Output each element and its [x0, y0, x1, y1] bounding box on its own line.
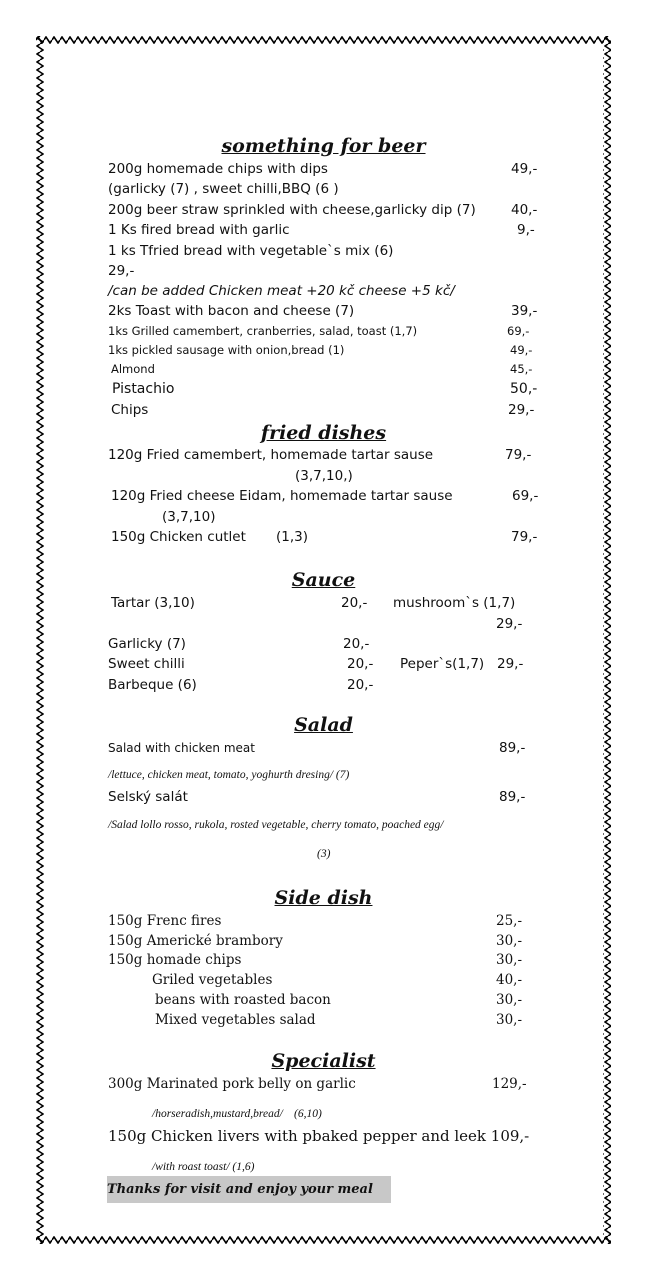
price: 29,-	[496, 616, 523, 632]
menu-item: 2ks Toast with bacon and cheese (7)	[108, 303, 355, 319]
section-title-beer: something for beer	[221, 135, 426, 157]
sauce-item: mushroom`s (1,7)	[393, 595, 516, 611]
menu-item: 120g Fried camembert, homemade tartar sause	[108, 447, 434, 463]
price: 9,-	[517, 222, 535, 238]
sauce-item: Sweet chilli	[108, 656, 185, 672]
menu-item: 150g Chicken livers with pbaked pepper and leek 109,-	[108, 1127, 530, 1145]
menu-item: 150g Frenc fires	[108, 913, 222, 929]
section-title-special: Specialist	[271, 1050, 376, 1072]
allergens: (3,7,10)	[162, 509, 216, 525]
sauce-item: Peper`s(1,7)	[400, 656, 485, 672]
price: 69,-	[512, 488, 539, 504]
menu-note: /Salad lollo rosso, rukola, rosted vegetable, cherry tomato, poached egg/	[108, 819, 444, 831]
menu-note: /lettuce, chicken meat, tomato, yoghurth dresing/ (7)	[108, 769, 350, 781]
price: 39,-	[511, 303, 538, 319]
menu-item: beans with roasted bacon	[155, 992, 331, 1008]
menu-item: (garlicky (7) , sweet chilli,BBQ (6 )	[108, 181, 339, 197]
price: 40,-	[511, 202, 538, 218]
sauce-item: Garlicky (7)	[108, 636, 186, 652]
sauce-item: Barbeque (6)	[108, 677, 197, 693]
price: 89,-	[499, 789, 526, 805]
menu-item: Griled vegetables	[152, 972, 273, 988]
price: 129,-	[492, 1076, 527, 1092]
menu-note: /with roast toast/ (1,6)	[152, 1161, 255, 1173]
menu-item: 300g Marinated pork belly on garlic	[108, 1076, 356, 1092]
section-title-sauce: Sauce	[291, 569, 356, 591]
menu-item: Salad with chicken meat	[108, 741, 255, 755]
price: 30,-	[496, 992, 523, 1008]
price: 49,-	[511, 161, 538, 177]
menu-item: 29,-	[108, 263, 135, 279]
sauce-item: Tartar (3,10)	[111, 595, 195, 611]
price: 49,-	[510, 343, 533, 357]
price: 79,-	[505, 447, 532, 463]
menu-item: 1ks pickled sausage with onion,bread (1)	[108, 343, 345, 357]
menu-item: 200g homemade chips with dips	[108, 161, 328, 177]
price: 30,-	[496, 952, 523, 968]
allergens: (6,10)	[294, 1108, 322, 1120]
price: 29,-	[497, 656, 524, 672]
price: 50,-	[510, 381, 538, 397]
menu-item: Chips	[111, 402, 149, 418]
menu-item: Mixed vegetables salad	[155, 1012, 316, 1028]
menu-item: 1ks Grilled camembert, cranberries, salad, toast (1,7)	[108, 324, 418, 338]
price: 45,-	[510, 362, 533, 376]
section-title-side: Side dish	[274, 887, 373, 909]
price: 20,-	[343, 636, 370, 652]
menu-item: 150g homade chips	[108, 952, 242, 968]
menu-item: 150g Chicken cutlet	[111, 529, 246, 545]
menu-item: Almond	[111, 362, 155, 376]
price: 29,-	[508, 402, 535, 418]
menu-item: Selský salát	[108, 789, 188, 805]
price: 20,-	[341, 595, 368, 611]
menu-note: /horseradish,mustard,bread/	[152, 1108, 283, 1120]
allergens: (3)	[317, 848, 331, 860]
menu-item: 1 ks Tfried bread with vegetable`s mix (6)	[108, 243, 394, 259]
price: 30,-	[496, 1012, 523, 1028]
menu-item: 120g Fried cheese Eidam, homemade tartar sause	[111, 488, 453, 504]
price: 89,-	[499, 740, 526, 756]
menu-item: 1 Ks fired bread with garlic	[108, 222, 290, 238]
price: 40,-	[496, 972, 523, 988]
price: 25,-	[496, 913, 523, 929]
section-title-fried: fried dishes	[260, 422, 387, 444]
price: 79,-	[511, 529, 538, 545]
price: 30,-	[496, 933, 523, 949]
price: 20,-	[347, 656, 374, 672]
allergens: (3,7,10,)	[295, 468, 353, 484]
price: 20,-	[347, 677, 374, 693]
thanks-banner: Thanks for visit and enjoy your meal	[107, 1176, 391, 1203]
price: 69,-	[507, 324, 530, 338]
menu-item: Pistachio	[112, 381, 175, 397]
allergens: (1,3)	[276, 529, 309, 545]
menu-item: 150g Americké brambory	[108, 933, 283, 949]
section-title-salad: Salad	[294, 714, 353, 736]
menu-item: 200g beer straw sprinkled with cheese,garlicky dip (7)	[108, 202, 476, 218]
menu-note: /can be added Chicken meat +20 kč cheese +5 kč/	[108, 283, 455, 299]
